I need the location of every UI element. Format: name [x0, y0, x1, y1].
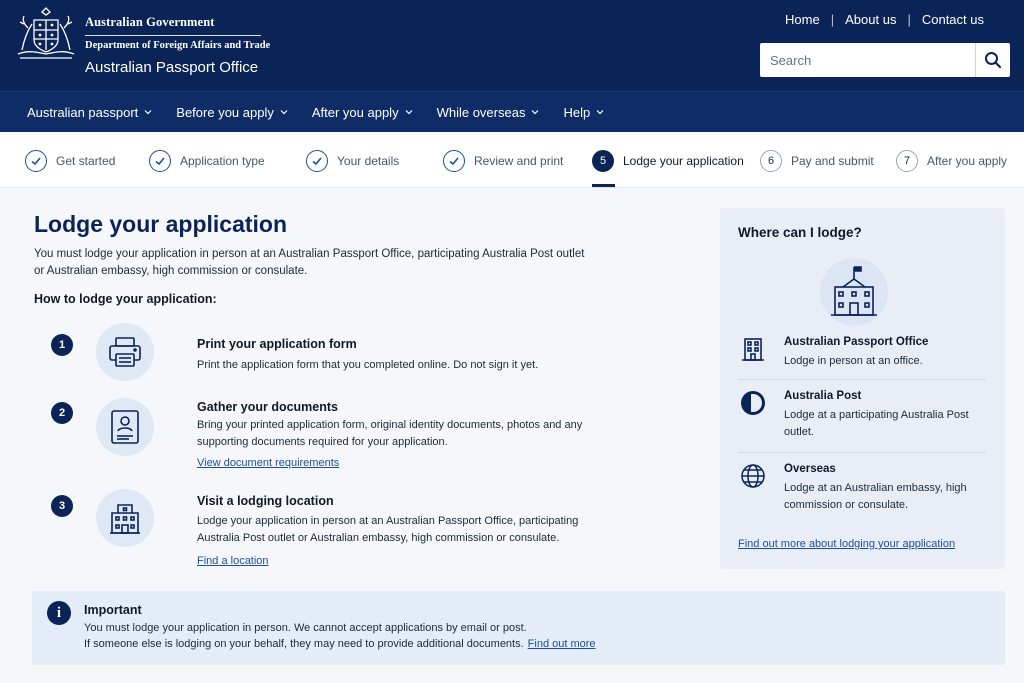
step-pay-and-submit[interactable] — [760, 150, 874, 172]
intro-text: You must lodge your application in person at an Australian Passport Office, participating Australia Post outlet or Australian embassy, high commission or consulate. — [34, 248, 585, 277]
step-title: Gather your documents — [197, 400, 338, 414]
info-icon: i — [47, 601, 71, 625]
option-australia-post[interactable] — [738, 390, 985, 450]
office-building-icon — [740, 336, 766, 362]
step-label: Pay and submit — [791, 154, 874, 168]
nav-item-label: After you apply — [311, 104, 399, 120]
important-notice — [32, 591, 1005, 665]
where-to-lodge-panel — [720, 208, 1005, 569]
chevron-down-icon — [596, 108, 604, 116]
step-text: Bring your printed application form, original identity documents, photos and any supporting documents required for your application. — [197, 419, 583, 448]
nav-item-help[interactable] — [563, 105, 604, 120]
building-icon — [96, 489, 154, 547]
brand-block[interactable] — [85, 15, 270, 76]
step-number-badge: 3 — [51, 495, 73, 517]
nav-item-australian-passport[interactable] — [27, 105, 152, 120]
step-label: Lodge your application — [623, 154, 744, 168]
find-out-more-lodging-link[interactable]: Find out more about lodging your application — [738, 538, 956, 550]
nav-item-while-overseas[interactable] — [437, 105, 540, 120]
globe-icon — [740, 463, 766, 489]
brand-divider — [85, 35, 261, 36]
id-document-icon — [96, 398, 154, 456]
option-text: Lodge at an Australian embassy, high commission or consulate. — [784, 482, 967, 511]
main-nav — [0, 91, 1024, 132]
about-us-link[interactable]: About us — [845, 12, 897, 27]
step-label: Get started — [56, 154, 116, 168]
step-number: 6 — [760, 150, 782, 172]
step-number-badge: 1 — [51, 334, 73, 356]
step-label: Application type — [180, 154, 265, 168]
search-icon — [984, 51, 1002, 69]
check-icon — [306, 150, 328, 172]
find-out-more-link[interactable]: Find out more — [527, 638, 596, 650]
printer-icon — [96, 323, 154, 381]
check-icon — [149, 150, 171, 172]
check-icon — [443, 150, 465, 172]
step-title: Print your application form — [197, 337, 357, 351]
australia-post-logo-icon — [740, 390, 766, 416]
option-title: Australian Passport Office — [784, 336, 929, 348]
coat-of-arms-logo[interactable] — [12, 6, 80, 60]
step-title: Visit a lodging location — [197, 494, 334, 508]
top-links — [785, 12, 984, 27]
option-text: Lodge at a participating Australia Post outlet. — [784, 409, 969, 438]
notice-line-2: If someone else is lodging on your behalf, they may need to provide additional documents. — [84, 638, 524, 650]
chevron-down-icon — [280, 108, 288, 116]
chevron-down-icon — [531, 108, 539, 116]
check-icon — [25, 150, 47, 172]
panel-heading: Where can I lodge? — [738, 225, 862, 240]
step-number: 7 — [896, 150, 918, 172]
contact-us-link[interactable]: Contact us — [921, 12, 984, 27]
step-review-and-print[interactable] — [443, 150, 563, 172]
government-building-icon — [820, 258, 888, 326]
option-text: Lodge in person at an office. — [784, 355, 923, 367]
nav-item-label: Australian passport — [27, 104, 139, 120]
option-title: Australia Post — [784, 390, 862, 402]
step-label: After you apply — [927, 154, 1008, 168]
option-overseas[interactable] — [738, 463, 985, 523]
divider — [738, 452, 986, 453]
page-title: Lodge your application — [34, 211, 288, 237]
search-button[interactable] — [975, 43, 1010, 77]
step-number: 5 — [592, 150, 614, 172]
find-a-location-link[interactable]: Find a location — [197, 555, 269, 567]
active-step-indicator — [592, 184, 615, 187]
howto-heading: How to lodge your application: — [34, 292, 217, 306]
option-passport-office[interactable] — [738, 336, 985, 376]
nav-item-label: Before you apply — [176, 104, 274, 120]
step-application-type[interactable] — [149, 150, 265, 172]
site-header — [0, 0, 1024, 91]
nav-item-label: Help — [563, 104, 591, 120]
notice-title: Important — [84, 603, 142, 617]
link-separator: | — [830, 12, 835, 27]
notice-line-2-wrapper — [84, 638, 596, 650]
divider — [738, 379, 986, 380]
department-name: Department of Foreign Affairs and Trade — [85, 40, 271, 51]
search-input[interactable] — [760, 43, 975, 77]
step-label: Review and print — [474, 154, 564, 168]
home-link[interactable]: Home — [785, 12, 820, 27]
step-label: Your details — [337, 154, 400, 168]
nav-item-before-you-apply[interactable] — [176, 105, 288, 120]
chevron-down-icon — [144, 108, 152, 116]
progress-stepper — [0, 132, 1024, 188]
government-name: Australian Government — [85, 15, 215, 29]
nav-item-label: While overseas — [436, 104, 526, 120]
notice-line-1: You must lodge your application in person. We cannot accept applications by email or post. — [84, 622, 527, 634]
option-title: Overseas — [784, 463, 836, 475]
step-text: Print the application form that you completed online. Do not sign it yet. — [197, 359, 539, 371]
search-box — [760, 43, 1010, 77]
step-get-started[interactable] — [25, 150, 115, 172]
step-your-details[interactable] — [306, 150, 399, 172]
link-separator: | — [907, 12, 911, 27]
step-number-badge: 2 — [51, 402, 73, 424]
chevron-down-icon — [405, 108, 413, 116]
office-name: Australian Passport Office — [85, 59, 259, 76]
step-lodge-your-application[interactable] — [592, 150, 744, 172]
step-after-you-apply[interactable] — [896, 150, 1007, 172]
step-text: Lodge your application in person at an Australian Passport Office, participating Australia Post outlet or Australian embassy, high commission or consulate. — [197, 515, 579, 544]
nav-item-after-you-apply[interactable] — [312, 105, 413, 120]
view-document-requirements-link[interactable]: View document requirements — [197, 457, 340, 469]
